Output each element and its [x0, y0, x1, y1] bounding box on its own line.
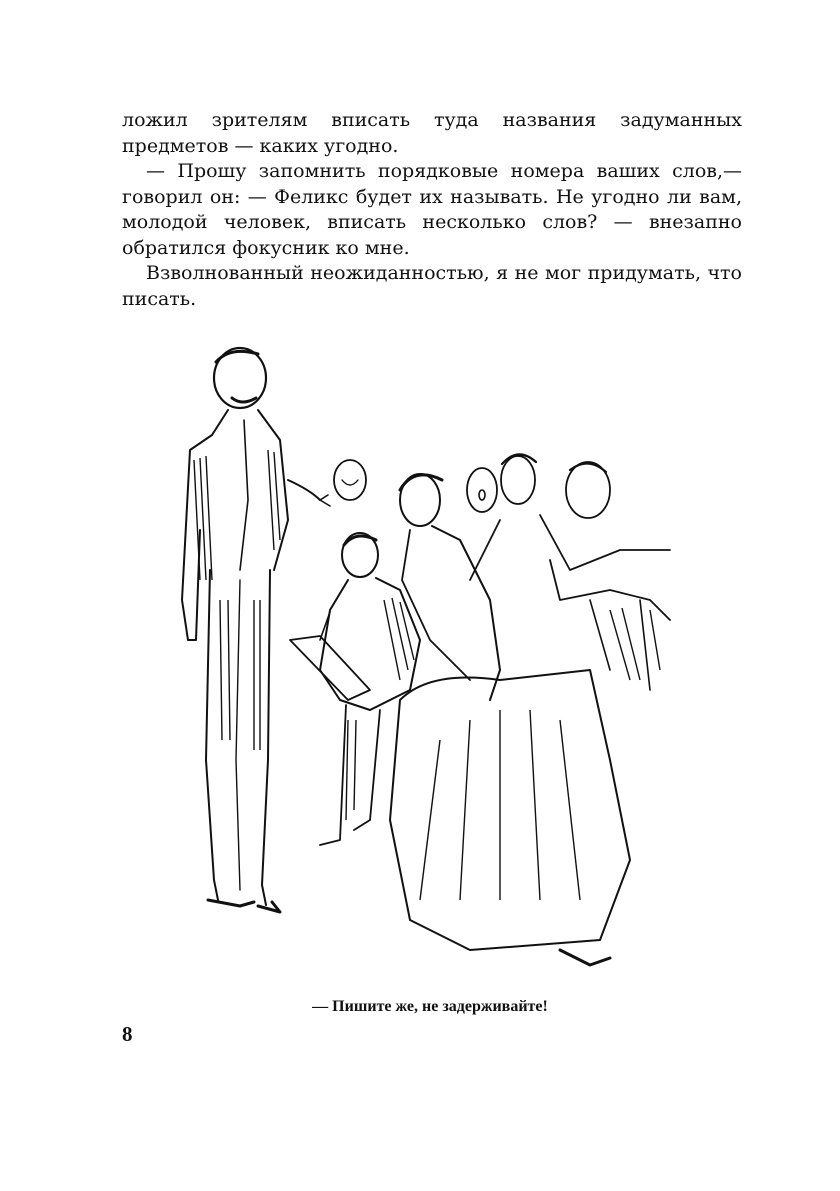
body-text	[122, 108, 742, 312]
magician-figure	[182, 348, 330, 912]
page-number: 8	[122, 1022, 133, 1046]
paragraph-continuation: ложил зрителям вписать туда названия задуманных предметов — каких угодно.	[122, 109, 742, 157]
paragraph-dialogue: — Прошу запомнить порядковые номера ваших слов,— говорил он: — Феликс будет их называть. Не угодно ли вам, молодой человек, вписать несколько слов? — внезапно обратился фокусник ко мне.	[122, 160, 742, 259]
boy-figure	[290, 533, 420, 845]
paragraph-narration: Взволнованный неожиданностью, я не мог придумать, что писать.	[122, 262, 742, 310]
illustration-drawing	[170, 340, 690, 990]
audience-background	[334, 454, 670, 690]
illustration-caption: — Пишите же, не задерживайте!	[312, 998, 548, 1015]
illustration	[170, 340, 690, 990]
woman-figure	[390, 474, 630, 965]
